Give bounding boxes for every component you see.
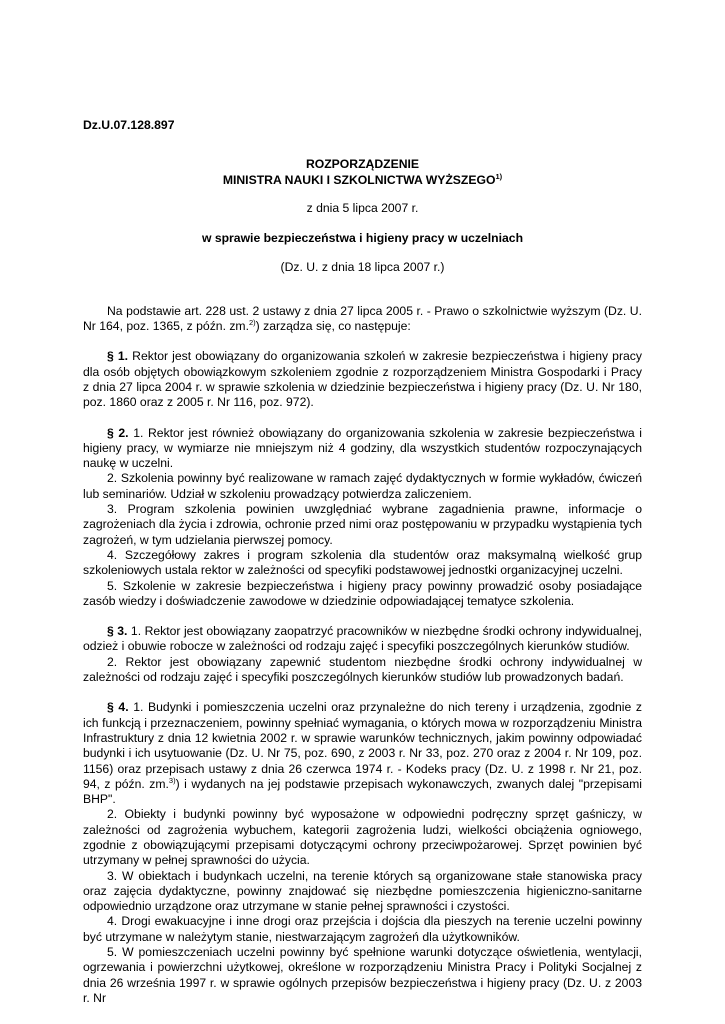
- section-4-paragraph-4: 4. Drogi ewakuacyjne i inne drogi oraz przejścia i dojścia dla pieszych na terenie uczelni powinny być utrzymane w należytym stanie, niestwarzającym zagrożeń dla użytkowników.: [83, 914, 642, 944]
- section-mark: § 4.: [107, 700, 129, 715]
- section-text: ) i wydanych na jej podstawie przepisach wykonawczych, zwanych dalej "przepisami BHP".: [83, 776, 642, 807]
- document-id: Dz.U.07.128.897: [83, 118, 175, 132]
- section-2-paragraph-2: 2. Szkolenia powinny być realizowane w ramach zajęć dydaktycznych w formie wykładów, ćwiczeń lub seminariów. Udział w szkoleniu prowadzący potwierdza zaliczeniem.: [83, 471, 642, 501]
- document-date: z dnia 5 lipca 2007 r.: [306, 200, 419, 215]
- section-mark: § 3.: [107, 624, 128, 639]
- section-mark: § 2.: [107, 425, 129, 440]
- section-2-paragraph-3: 3. Program szkolenia powinien uwzględniać wybrane zagadnienia prawne, informacje o zagrożeniach dla życia i zdrowia, ochronie przed nimi oraz postępowaniu w przypadku wystąpienia tych zagrożeń, w tym udzielania pierwszej pomocy.: [83, 502, 642, 547]
- section-3-paragraph-1: [83, 624, 642, 655]
- section-4-paragraph-5: 5. W pomieszczeniach uczelni powinny być spełnione warunki dotyczące oświetlenia, wentylacji, ogrzewania i powierzchni użytkowej, określone w rozporządzeniu Ministra Pracy i Polityki Socjalnej z dnia 26 września 1997 r. w sprawie ogólnych przepisów bezpieczeństwa i higieny pracy (Dz. U. z 2003 r. Nr: [83, 945, 642, 1005]
- title-line-1: ROZPORZĄDZENIE: [305, 157, 420, 172]
- preamble-text: ) zarządza się, co następuje:: [255, 319, 411, 334]
- section-3-paragraph-2: 2. Rektor jest obowiązany zapewnić studentom niezbędne środki ochrony indywidualnej w zależności od rodzaju zajęć i specyfiki poszczególnych kierunków studiów lub prowadzonych badań.: [83, 654, 642, 685]
- section-2-paragraph-1: [83, 426, 642, 472]
- document-subject: w sprawie bezpieczeństwa i higieny pracy w uczelniach: [201, 231, 524, 246]
- preamble: [83, 304, 642, 335]
- document-page: [83, 118, 642, 1006]
- section-4-paragraph-1: [83, 700, 642, 807]
- section-text: 1. Rektor jest obowiązany zaopatrzyć pracowników w niezbędne środki ochrony indywidualnej, odzież i obuwie robocze w zależności od rodzaju zajęć i specyfiki poszczególnych kierunków studiów.: [83, 624, 642, 654]
- section-2-paragraph-4: 4. Szczegółowy zakres i program szkolenia dla studentów oraz maksymalną wielkość grup szkoleniowych ustala rektor w zależności od specyfiki podstawowej jednostki organizacyjnej uczelni.: [83, 547, 642, 578]
- title-line-2: [83, 173, 642, 188]
- section-1: [83, 349, 642, 410]
- section-mark: § 1.: [107, 349, 129, 364]
- footnote-marker: 2): [248, 318, 256, 328]
- title-text: MINISTRA NAUKI I SZKOLNICTWA WYŻSZEGO: [222, 172, 496, 187]
- section-text: Rektor jest obowiązany do organizowania szkoleń w zakresie bezpieczeństwa i higieny pracy dla osób objętych obowiązkowym szkoleniem zgodnie z rozporządzeniem Ministra Gospodarki i Pracy z dnia 27 lipca 2004 r. w sprawie szkolenia w dziedzinie bezpieczeństwa i higieny pracy (Dz. U. Nr 180, poz. 1860 oraz z 2005 r. Nr 116, poz. 972).: [83, 349, 642, 410]
- footnote-marker: 3): [168, 775, 176, 785]
- publication-reference: (Dz. U. z dnia 18 lipca 2007 r.): [280, 260, 445, 275]
- section-2-paragraph-5: 5. Szkolenie w zakresie bezpieczeństwa i higieny pracy powinny prowadzić osoby posiadające zasób wiedzy i doświadczenie zawodowe w dziedzinie odpowiadającej tematyce szkolenia.: [83, 578, 642, 608]
- section-4-paragraph-2: 2. Obiekty i budynki powinny być wyposażone w odpowiedni podręczny sprzęt gaśniczy, w zależności od zagrożenia wybuchem, kategorii zagrożenia ludzi, wielkości obciążenia ogniowego, zgodnie z obowiązującymi przepisami dotyczącymi ochrony przeciwpożarowej. Sprzęt powinien być utrzymany w pełnej sprawności do użycia.: [83, 807, 642, 868]
- section-text: 1. Budynki i pomieszczenia uczelni oraz przynależne do nich tereny i urządzenia, zgodnie z ich funkcją i przeznaczeniem, powinny spełniać wymagania, o których mowa w rozporządzeniu Ministra Infrastruktury z dnia 12 kwietnia 2002 r. w sprawie warunków technicznych, jakim powinny odpowiadać budynki i ich usytuowanie (Dz. U. Nr 75, poz. 690, z 2003 r. Nr 33, poz. 270 oraz z 2004 r. Nr 109, poz. 1156) oraz przepisach ustawy z dnia 26 czerwca 1974 r. - Kodeks pracy (Dz. U. z 1998 r. Nr 21, poz. 94, z późn. zm.: [83, 700, 642, 791]
- section-text: 1. Rektor jest również obowiązany do organizowania szkolenia w zakresie bezpieczeństwa i higieny pracy, w wymiarze nie mniejszym niż 4 godziny, dla wszystkich studentów rozpoczynających naukę w uczelni.: [83, 425, 642, 471]
- footnote-marker: 1): [495, 171, 503, 181]
- preamble-text: Na podstawie art. 228 ust. 2 ustawy z dnia 27 lipca 2005 r. - Prawo o szkolnictwie wyższym (Dz. U. Nr 164, poz. 1365, z późn. zm.: [83, 303, 642, 334]
- section-4-paragraph-3: 3. W obiektach i budynkach uczelni, na terenie których są organizowane stałe stanowiska pracy oraz zajęcia dydaktyczne, powinny znajdować się niezbędne pomieszczenia higieniczno-sanitarne odpowiednio urządzone oraz utrzymane w stanie pełnej sprawności i czystości.: [83, 868, 642, 914]
